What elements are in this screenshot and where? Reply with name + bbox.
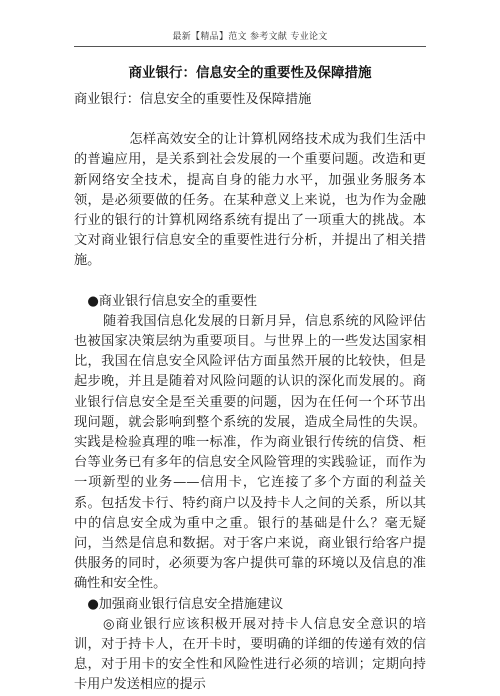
section-paragraph-measures: ◎商业银行应该积极开展对持卡人信息安全意识的培训，对于持卡人，在开卡时，要明确的详细的传递有效的信息，对于用卡的安全性和风险性进行必须的培训；定期向持卡用户发送相应的提示 (74, 616, 426, 693)
header-divider (74, 46, 426, 47)
section-paragraph-importance: 随着我国信息化发展的日新月异，信息系统的风险评估也被国家决策层纳为重要项目。与世界上的一些发达国家相比，我国在信息安全风险评估方面虽然开展的比较快，但是起步晚，并且是随着对风险问题的认识的深化而发展的。商业银行信息安全是至关重要的问题，因为在任何一个环节出现问题，就会影响到整个系统的发展，造成全局性的失误。实践是检验真理的唯一标准，作为商业银行传统的信贷、柜台等业务已有多年的信息安全风险管理的实践验证，而作为一项新型的业务——信用卡，它连接了多个方面的利益关系。包括发卡行、特约商户以及持卡人之间的关系，所以其中的信息安全成为重中之重。银行的基础是什么？毫无疑问，当然是信息和数据。对于客户来说，商业银行给客户提供服务的同时，必须要为客户提供可靠的环境以及信息的准确性和安全性。 (74, 313, 426, 592)
document-body (74, 90, 426, 696)
intro-paragraph: 怎样高效安全的让计算机网络技术成为我们生活中的普遍应用，是关系到社会发展的一个重要问题。改造和更新网络安全技术，提高自身的能力水平，加强业务服务本领，是必须要做的任务。在某种意义上来说，也为作为金融行业的银行的计算机网络系统有提出了一项重大的挑战。本文对商业银行信息安全的重要性进行分析，并提出了相关措施。 (74, 132, 426, 269)
document-subtitle: 商业银行：信息安全的重要性及保障措施 (74, 92, 312, 107)
section-heading-importance: ●商业银行信息安全的重要性 (87, 293, 257, 309)
section-heading-measures: ●加强商业银行信息安全措施建议 (87, 596, 284, 612)
running-header: 最新【精品】范文 参考文献 专业论文 (172, 32, 328, 42)
document-title: 商业银行：信息安全的重要性及保障措施 (128, 65, 372, 81)
